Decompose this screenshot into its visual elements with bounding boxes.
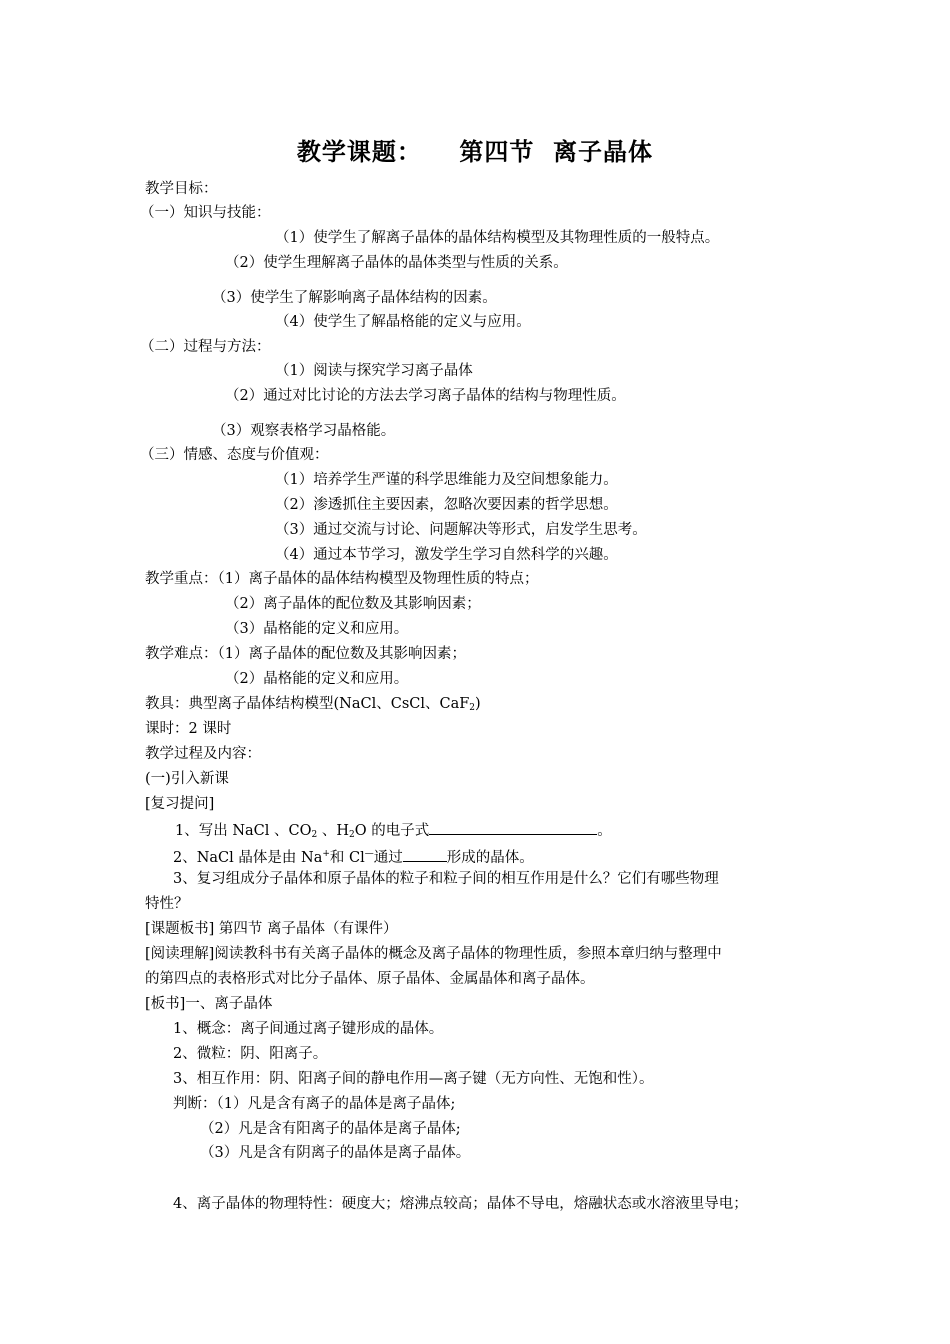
judge-line-3: （3）凡是含有阴离子的晶体是离子晶体。 [200,1145,471,1161]
q2-part-c: 通过 [373,850,403,866]
difficulties-line-1 [145,645,466,663]
knowledge-item-2: （2）使学生理解离子晶体的晶体类型与性质的关系。 [225,255,568,271]
key-point-3: （3）晶格能的定义和应用。 [225,621,409,637]
process-content-heading: 教学过程及内容： [145,746,261,762]
tools-end: ) [475,696,481,712]
key-points-line-1 [145,570,538,588]
knowledge-item-1: （1）使学生了解离子晶体的晶体结构模型及其物理性质的一般特点。 [275,230,720,246]
key-point-2: （2）离子晶体的配位数及其影响因素； [225,596,481,612]
process-item-3: （3）观察表格学习晶格能。 [212,423,396,439]
judge-line-2: （2）凡是含有阳离子的晶体是离子晶体; [200,1121,461,1137]
q2-sup-1: + [322,849,330,859]
tools-subscript: 2 [469,703,476,713]
review-question-1 [175,820,612,844]
key-point-1: （1）离子晶体的晶体结构模型及物理性质的特点； [217,571,539,587]
tools-line [145,695,481,717]
review-question-3-line-2: 特性？ [145,896,189,912]
q2-part-b: 和 Cl [329,850,365,866]
q1-part-b: 、H [317,823,349,839]
q1-sub-1: 2 [311,830,318,840]
board-heading: [板书]一、离子晶体 [145,996,273,1012]
judge-line-1: 判断：（1）凡是含有离子的晶体是离子晶体; [173,1096,456,1112]
intro-heading: (一)引入新课 [145,771,229,787]
knowledge-item-4: （4）使学生了解晶格能的定义与应用。 [275,314,531,330]
tools-text: 教具：典型离子晶体结构模型(NaCl、CsCl、CaF [145,696,470,712]
board-title: [课题板书] 第四节 离子晶体（有课件） [145,921,398,937]
q1-part-c: O 的电子式 [354,823,430,839]
emotion-item-2: （2）渗透抓住主要因素，忽略次要因素的哲学思想。 [275,497,618,513]
difficulty-1: （1）离子晶体的配位数及其影响因素； [217,646,466,662]
objectives-heading: 教学目标： [145,181,218,197]
process-heading: （二）过程与方法： [140,339,271,355]
answer-blank-1 [429,820,597,835]
review-question-3-line-1: 3、复习组成分子晶体和原子晶体的粒子和粒子间的相互作用是什么？它们有哪些物理 [173,871,719,887]
q2-end: 形成的晶体。 [446,850,534,866]
q1-end: 。 [597,823,612,839]
board-item-4: 4、离子晶体的物理特性：硬度大；熔沸点较高；晶体不导电，熔融状态或水溶液里导电； [173,1196,748,1212]
board-item-3: 3、相互作用：阴、阳离子间的静电作用—离子键（无方向性、无饱和性）。 [173,1071,654,1087]
review-question-2 [173,845,534,867]
q1-sub-2: 2 [349,830,355,840]
lesson-title: 教学课题： 第四节 离子晶体 [296,138,654,166]
key-points-label: 教学重点： [145,571,218,587]
emotion-item-4: （4）通过本节学习，激发学生学习自然科学的兴趣。 [275,547,618,563]
hours-line: 课时：2 课时 [145,721,232,737]
difficulty-2: （2）晶格能的定义和应用。 [225,671,409,687]
reading-line-2: 的第四点的表格形式对比分子晶体、原子晶体、金属晶体和离子晶体。 [145,971,595,987]
emotion-item-1: （1）培养学生严谨的科学思维能力及空间想象能力。 [275,472,618,488]
reading-line-1: [阅读理解]阅读教科书有关离子晶体的概念及离子晶体的物理性质，参照本章归纳与整理中 [145,946,722,962]
process-item-1: （1）阅读与探究学习离子晶体 [275,363,473,379]
q2-sup-2: — [364,849,374,859]
q1-part-a: 1、写出 NaCl 、CO [175,823,312,839]
knowledge-item-3: （3）使学生了解影响离子晶体结构的因素。 [212,290,497,306]
board-item-1: 1、概念：离子间通过离子键形成的晶体。 [173,1021,444,1037]
difficulties-label: 教学难点： [145,646,218,662]
knowledge-heading: （一）知识与技能： [140,205,271,221]
emotion-item-3: （3）通过交流与讨论、问题解决等形式，启发学生思考。 [275,522,647,538]
board-item-2: 2、微粒：阴、阳离子。 [173,1046,328,1062]
answer-blank-2 [403,847,447,862]
review-heading: [复习提问] [145,796,215,812]
q2-part-a: 2、NaCl 晶体是由 Na [173,850,323,866]
emotion-heading: （三）情感、态度与价值观： [140,447,329,463]
process-item-2: （2）通过对比讨论的方法去学习离子晶体的结构与物理性质。 [225,388,626,404]
